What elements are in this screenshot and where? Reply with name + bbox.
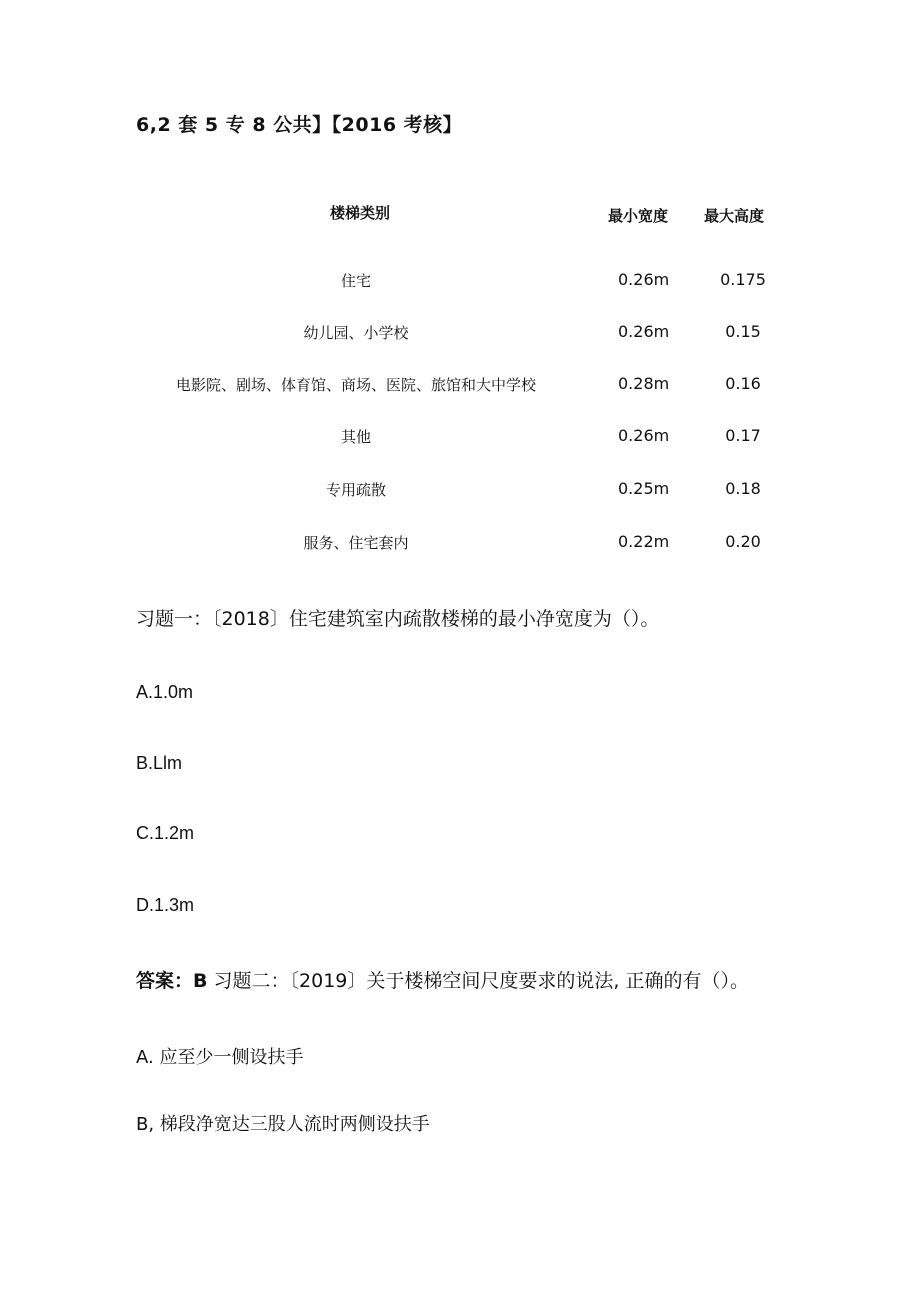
row-height: 0.20 — [725, 532, 761, 551]
q1-option-b: B.Llm — [136, 753, 183, 773]
row-type: 其他 — [340, 428, 371, 446]
answer-and-question-2 — [136, 966, 749, 993]
answer-label: 答案：B — [136, 970, 208, 992]
q1-option-c: C.1.2m — [136, 823, 195, 843]
row-height: 0.17 — [725, 426, 761, 445]
row-width: 0.26m — [618, 270, 670, 289]
row-width: 0.22m — [618, 532, 670, 551]
question-2-text: 习题二：〔2019〕关于楼梯空间尺度要求的说法, 正确的有（）。 — [207, 970, 749, 992]
q2-option-b: B, 梯段净宽达三股人流时两侧设扶手 — [136, 1114, 430, 1135]
header-min-width: 最小宽度 — [608, 207, 669, 225]
q2-option-a: A. 应至少一侧设扶手 — [136, 1047, 304, 1068]
row-type: 住宅 — [340, 272, 371, 290]
row-width: 0.26m — [618, 426, 670, 445]
row-height: 0.18 — [725, 479, 761, 498]
row-width: 0.25m — [618, 479, 670, 498]
row-type: 专用疏散 — [325, 481, 386, 499]
row-type: 服务、住宅套内 — [303, 534, 409, 552]
section-heading: 6,2 套 5 专 8 公共】【2016 考核】 — [136, 114, 463, 136]
header-stair-type: 楼梯类别 — [330, 204, 391, 222]
question-1-text: 习题一：〔2018〕住宅建筑室内疏散楼梯的最小净宽度为（）。 — [136, 608, 660, 630]
q1-option-d: D.1.3m — [136, 895, 195, 915]
header-max-height: 最大高度 — [704, 207, 765, 225]
row-height: 0.175 — [720, 270, 766, 289]
row-height: 0.15 — [725, 322, 761, 341]
row-width: 0.28m — [618, 374, 670, 393]
row-type: 幼儿园、小学校 — [303, 324, 409, 342]
row-width: 0.26m — [618, 322, 670, 341]
q1-option-a: A.1.0m — [136, 682, 194, 702]
row-type: 电影院、剧场、体育馆、商场、医院、旅馆和大中学校 — [175, 376, 536, 394]
row-height: 0.16 — [725, 374, 761, 393]
